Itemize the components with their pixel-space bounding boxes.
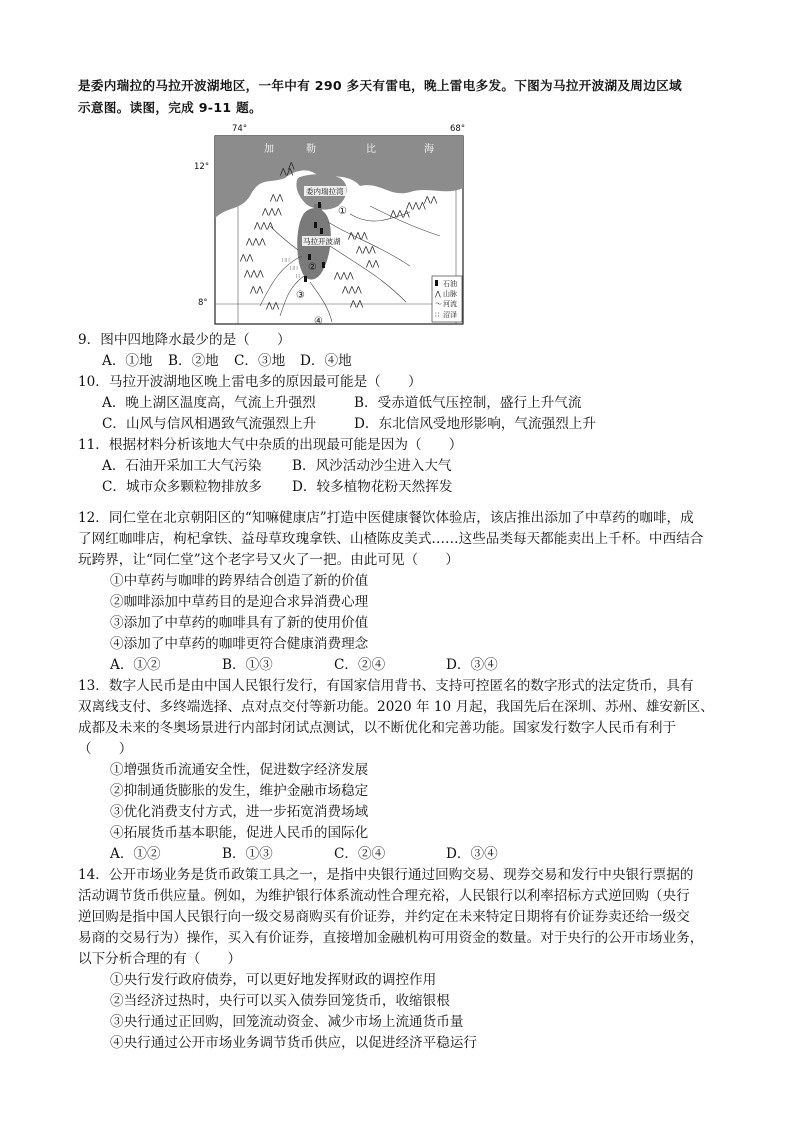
q13-option-d[interactable]: D．③④ — [446, 846, 498, 862]
q13-item-4: ④拓展货币基本职能，促进人民币的国际化 — [110, 825, 369, 841]
q14-stem-line-1: 14．公开市场业务是货币政策工具之一，是指中央银行通过回购交易、现券交易和发行中央银行票据的 — [78, 867, 694, 883]
q13-item-1: ①增强货币流通安全性，促进数字经济发展 — [110, 762, 369, 778]
q10-option-a[interactable]: A．晚上湖区温度高，气流上升强烈 — [102, 395, 316, 411]
intro-line-1: 是委内瑞拉的马拉开波湖地区，一年中有 290 多天有雷电，晚上雷电多发。下图为马拉开波湖及周边区域 — [78, 78, 682, 93]
svg-text:⋀⋀⋀: ⋀⋀⋀ — [390, 209, 410, 218]
svg-text:⋀⋀⋀: ⋀⋀⋀ — [348, 231, 368, 240]
q10-option-b[interactable]: B．受赤道低气压控制，盛行上升气流 — [354, 395, 582, 411]
legend-label-oil: 石油 — [443, 280, 457, 288]
map-figure — [194, 124, 470, 328]
point-2: ② — [308, 262, 317, 273]
legend-marsh-icon: ∷ — [435, 311, 440, 319]
svg-text:⋀⋀⋀: ⋀⋀⋀ — [262, 207, 282, 216]
point-1: ① — [338, 206, 347, 217]
svg-text:⋀: ⋀ — [288, 161, 295, 170]
svg-text:∷: ∷ — [296, 273, 300, 280]
q11-options-row1 — [102, 456, 452, 476]
svg-text:∷∷: ∷∷ — [282, 257, 290, 264]
svg-text:⋀⋀⋀: ⋀⋀⋀ — [254, 221, 274, 230]
legend-river-icon: 〜 — [435, 300, 442, 308]
q10-options-row2 — [102, 414, 596, 434]
legend-mountain-icon: ⋀ — [435, 290, 441, 298]
svg-text:∷∷: ∷∷ — [290, 265, 298, 272]
svg-text:⋀⋀⋀: ⋀⋀⋀ — [342, 285, 362, 294]
q12-stem-line-1: 12．同仁堂在北京朝阳区的“知嘛健康店”打造中医健康餐饮体验店，该店推出添加了中草药的咖啡，成 — [78, 510, 694, 526]
q11-option-c[interactable]: C．城市众多颗粒物排放多 — [102, 479, 262, 495]
q9-option-c[interactable]: C．③地 — [234, 353, 286, 369]
q9-options — [102, 351, 352, 371]
svg-text:⋀⋀⋀: ⋀⋀⋀ — [244, 269, 264, 278]
sea-char-3: 比 — [366, 144, 376, 155]
q14-stem-line-5: 以下分析合理的有（ ） — [78, 951, 242, 967]
q14-item-4: ④央行通过公开市场业务调节货币供应，以促进经济平稳运行 — [110, 1035, 478, 1051]
q13-stem-line-3: 成都及未来的冬奥场景进行内部封闭试点测试，以不断优化和完善功能。国家发行数字人民币有利于 — [78, 720, 677, 736]
q13-item-2: ②抑制通货膨胀的发生，维护金融市场稳定 — [110, 783, 369, 799]
q14-item-1: ①央行发行政府债券，可以更好地发挥财政的调控作用 — [110, 972, 437, 988]
q10-option-d[interactable]: D．东北信风受地形影响，气流强烈上升 — [354, 416, 596, 432]
q12-stem-line-2: 了网红咖啡店，枸杞拿铁、益母草玫瑰拿铁、山楂陈皮美式……这些品类每天都能卖出上千杯。中西结合 — [78, 531, 704, 547]
q12-options — [110, 655, 498, 675]
svg-text:⋀⋀: ⋀⋀ — [424, 195, 438, 204]
q9-option-d[interactable]: D．④地 — [300, 353, 352, 369]
sea-char-4: 海 — [424, 144, 434, 155]
intro-line-2: 示意图。读图，完成 9-11 题。 — [78, 100, 262, 115]
lat-label-top: 12° — [194, 162, 210, 172]
q13-stem-line-4: （ ） — [78, 741, 133, 757]
q13-option-c[interactable]: C．②④ — [334, 846, 386, 862]
legend-oil-icon — [435, 280, 438, 286]
q11-option-a[interactable]: A．石油开采加工大气污染 — [102, 458, 262, 474]
svg-text:⋀⋀⋀: ⋀⋀⋀ — [406, 201, 426, 210]
q12-item-3: ③添加了中草药的咖啡具有了新的使用价值 — [110, 615, 369, 631]
q13-option-a[interactable]: A．①② — [110, 846, 161, 862]
q9-stem: 9．图中四地降水最少的是（ ） — [78, 332, 291, 348]
q9-option-a[interactable]: A．①地 — [102, 353, 153, 369]
svg-text:⋀⋀: ⋀⋀ — [366, 259, 380, 268]
lon-label-left: 74° — [232, 124, 248, 134]
point-4: ④ — [314, 316, 323, 327]
q11-options-row2 — [102, 477, 452, 497]
q13-item-3: ③优化消费支付方式，进一步拓宽消费场域 — [110, 804, 369, 820]
q12-option-c[interactable]: C．②④ — [334, 657, 386, 673]
point-3: ③ — [296, 290, 305, 301]
svg-text:⋀⋀⋀: ⋀⋀⋀ — [334, 271, 354, 280]
sea-char-1: 加 — [264, 144, 274, 155]
legend-label-mountain: 山脉 — [443, 290, 457, 298]
q12-item-1: ①中草药与咖啡的跨界结合创造了新的价值 — [110, 573, 369, 589]
q10-option-c[interactable]: C．山风与信风相遇致气流强烈上升 — [102, 416, 317, 432]
q10-options-row1 — [102, 393, 582, 413]
svg-text:⋀⋀⋀: ⋀⋀⋀ — [356, 245, 376, 254]
q11-option-b[interactable]: B．风沙活动沙尘进入大气 — [292, 458, 452, 474]
svg-text:⋀⋀: ⋀⋀ — [270, 193, 284, 202]
q14-stem-line-2: 活动调节货币供应量。例如，为维护银行体系流动性合理充裕，人民银行以利率招标方式逆回购（央行 — [78, 888, 690, 904]
lon-label-right: 68° — [450, 124, 466, 134]
q12-stem-line-3: 玩跨界，让“同仁堂”这个老字号又火了一把。由此可见（ ） — [78, 552, 459, 568]
svg-text:⋀⋀: ⋀⋀ — [266, 301, 280, 310]
q11-option-d[interactable]: D．较多植物花粉天然挥发 — [292, 479, 453, 495]
q13-stem-line-1: 13．数字人民币是由中国人民银行发行，有国家信用背书、支持可控匿名的数字形式的法定货币，具有 — [78, 678, 694, 694]
q13-option-b[interactable]: B．①③ — [222, 846, 273, 862]
q14-stem-line-4: 易商的交易行为）操作，买入有价证券，直接增加金融机构可用资金的数量。对于央行的公开市场业务， — [78, 930, 704, 946]
q12-option-a[interactable]: A．①② — [110, 657, 161, 673]
lake-label: 马拉开波湖 — [303, 237, 341, 246]
map-drawing — [210, 126, 470, 328]
q14-item-2: ②当经济过热时，央行可以买入债券回笼货币，收缩银根 — [110, 993, 450, 1009]
q12-option-b[interactable]: B．①③ — [222, 657, 273, 673]
svg-text:⋀⋀: ⋀⋀ — [250, 285, 264, 294]
sea-char-2: 勒 — [306, 144, 316, 155]
lat-label-bottom: 8° — [198, 298, 208, 308]
q12-item-2: ②咖啡添加中草药目的是迎合求异消费心理 — [110, 594, 369, 610]
q12-option-d[interactable]: D．③④ — [446, 657, 498, 673]
legend-label-marsh: 沼泽 — [443, 311, 457, 319]
legend-label-river: 河流 — [443, 300, 457, 308]
q14-stem-line-3: 逆回购是指中国人民银行向一级交易商购买有价证券，并约定在未来特定日期将有价证券卖还给一级交 — [78, 909, 690, 925]
q12-item-4: ④添加了中草药的咖啡更符合健康消费理念 — [110, 636, 369, 652]
svg-text:⋀⋀: ⋀⋀ — [280, 167, 294, 176]
q14-item-3: ③央行通过正回购，回笼流动资金、减少市场上流通货币量 — [110, 1014, 464, 1030]
q11-stem: 11．根据材料分析该地大气中杂质的出现最可能是因为（ ） — [78, 437, 463, 453]
q13-options — [110, 844, 498, 864]
svg-text:⋀⋀: ⋀⋀ — [240, 253, 254, 262]
q10-stem: 10．马拉开波湖地区晚上雷电多的原因最可能是（ ） — [78, 374, 422, 390]
q13-stem-line-2: 双离线支付、多终端选择、点对点交付等新功能。2020 年 10 月起，我国先后在深圳、苏州、雄安新区、 — [78, 699, 714, 715]
svg-text:⋀⋀⋀: ⋀⋀⋀ — [246, 237, 266, 246]
q9-option-b[interactable]: B．②地 — [168, 353, 219, 369]
gulf-label: 委内瑞拉湾 — [306, 187, 344, 196]
svg-text:⋀⋀: ⋀⋀ — [350, 299, 364, 308]
